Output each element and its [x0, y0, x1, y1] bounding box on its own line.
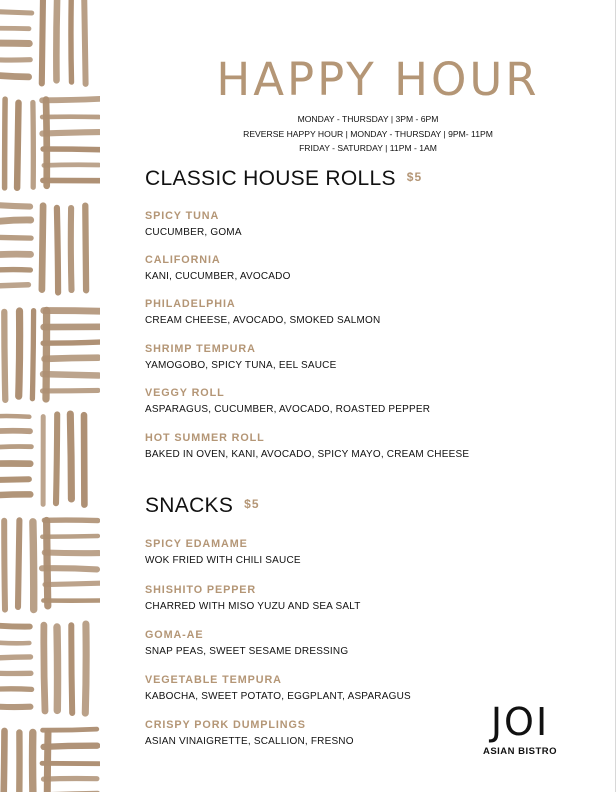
item-name: CALIFORNIA	[145, 254, 221, 266]
vertical-brush-stroke	[71, 0, 72, 82]
item-description: YAMOGOBO, SPICY TUNA, EEL SAUCE	[145, 360, 337, 371]
item-description: ASIAN VINAIGRETTE, SCALLION, FRESNO	[145, 736, 354, 747]
vertical-brush-stroke	[70, 414, 71, 499]
vertical-brush-stroke	[18, 520, 19, 607]
horizontal-brush-stroke	[0, 28, 29, 29]
vertical-brush-stroke	[5, 99, 6, 188]
hours-line-weekday: MONDAY - THURSDAY | 3PM - 6PM	[297, 114, 439, 124]
item-name: VEGETABLE TEMPURA	[145, 674, 282, 686]
hours-line-reverse: REVERSE HAPPY HOUR | MONDAY - THURSDAY | 9PM- 11PM	[243, 128, 493, 139]
horizontal-brush-stroke	[44, 165, 99, 166]
horizontal-brush-stroke	[42, 536, 98, 537]
horizontal-brush-stroke	[0, 494, 30, 495]
logo-wordmark: JOI	[490, 700, 550, 744]
horizontal-brush-stroke	[42, 132, 99, 134]
item-name: SHRIMP TEMPURA	[145, 343, 256, 355]
vertical-brush-stroke	[46, 310, 47, 399]
vertical-brush-stroke	[56, 0, 57, 80]
item-name: HOT SUMMER ROLL	[145, 432, 265, 444]
brand-logo	[470, 700, 570, 757]
horizontal-brush-stroke	[45, 583, 100, 584]
horizontal-brush-stroke	[0, 479, 29, 480]
horizontal-brush-stroke	[43, 342, 99, 343]
horizontal-brush-stroke	[0, 285, 28, 286]
horizontal-brush-stroke	[0, 446, 31, 447]
section-title: CLASSIC HOUSE ROLLS	[145, 167, 396, 190]
section-title: SNACKS	[145, 494, 234, 517]
horizontal-brush-stroke	[0, 76, 29, 77]
item-description: KANI, CUCUMBER, AVOCADO	[145, 271, 291, 282]
item-description: CHARRED WITH MISO YUZU AND SEA SALT	[145, 601, 361, 612]
horizontal-brush-stroke	[0, 220, 31, 221]
vertical-brush-stroke	[71, 208, 72, 290]
item-name: SPICY EDAMAME	[145, 538, 248, 550]
menu-item	[145, 673, 411, 704]
vertical-brush-stroke	[17, 103, 18, 188]
menu-item	[145, 583, 361, 614]
vertical-brush-stroke	[19, 311, 20, 396]
horizontal-brush-stroke	[42, 99, 100, 100]
horizontal-brush-stroke	[44, 520, 97, 521]
menu-item	[145, 718, 354, 749]
item-name: GOMA-AE	[145, 629, 204, 641]
horizontal-brush-stroke	[0, 689, 32, 690]
hours-line-weekend: FRIDAY - SATURDAY | 11PM - 1AM	[299, 143, 437, 153]
section-header-snacks	[145, 494, 260, 518]
horizontal-brush-stroke	[44, 778, 97, 779]
menu-item	[145, 253, 291, 284]
vertical-brush-stroke	[32, 311, 33, 399]
item-name: SPICY TUNA	[145, 210, 220, 222]
horizontal-brush-stroke	[45, 553, 99, 554]
horizontal-brush-stroke	[0, 237, 31, 238]
item-description: CREAM CHEESE, AVOCADO, SMOKED SALMON	[145, 315, 381, 326]
vertical-brush-stroke	[3, 731, 4, 792]
item-name: PHILADELPHIA	[145, 298, 236, 310]
vertical-brush-stroke	[84, 0, 85, 84]
item-name: SHISHITO PEPPER	[145, 584, 257, 596]
horizontal-brush-stroke	[0, 657, 31, 658]
menu-item	[145, 209, 242, 240]
item-description: ASPARAGUS, CUCUMBER, AVOCADO, ROASTED PEPPER	[145, 404, 431, 415]
item-name: CRISPY PORK DUMPLINGS	[145, 719, 306, 731]
vertical-brush-stroke	[33, 522, 34, 610]
menu-item	[145, 342, 336, 373]
horizontal-brush-stroke	[44, 746, 98, 747]
vertical-brush-stroke	[42, 206, 43, 290]
horizontal-brush-stroke	[0, 205, 30, 207]
horizontal-brush-stroke	[42, 568, 97, 569]
section-price: $5	[406, 170, 423, 184]
vertical-brush-stroke	[4, 312, 5, 400]
item-description: SNAP PEAS, SWEET SESAME DRESSING	[145, 646, 349, 657]
horizontal-brush-stroke	[0, 626, 30, 627]
vertical-brush-stroke	[4, 521, 5, 610]
vertical-brush-stroke	[85, 624, 86, 713]
item-description: WOK FRIED WITH CHILI SAUCE	[145, 555, 301, 566]
menu-item	[145, 431, 469, 462]
vertical-brush-stroke	[57, 208, 58, 293]
brush-stroke-pattern	[0, 0, 100, 792]
logo-subtitle: ASIAN BISTRO	[482, 746, 558, 757]
menu-item	[145, 386, 430, 417]
vertical-brush-stroke	[56, 414, 57, 503]
horizontal-brush-stroke	[0, 643, 29, 644]
menu-item	[145, 628, 348, 659]
horizontal-brush-stroke	[43, 390, 99, 391]
menu-item	[145, 297, 380, 328]
vertical-brush-stroke	[42, 0, 43, 84]
horizontal-brush-stroke	[43, 374, 99, 375]
page-title: HAPPY HOUR	[216, 53, 540, 106]
vertical-brush-stroke	[46, 100, 47, 186]
vertical-brush-stroke	[47, 521, 48, 606]
horizontal-brush-stroke	[43, 149, 100, 150]
section-price: $5	[244, 497, 260, 511]
vertical-brush-stroke	[71, 625, 72, 713]
item-description: KABOCHA, SWEET POTATO, EGGPLANT, ASPARAGUS	[145, 691, 411, 702]
vertical-brush-stroke	[85, 206, 86, 291]
horizontal-brush-stroke	[0, 416, 29, 417]
horizontal-brush-stroke	[44, 311, 100, 312]
item-description: BAKED IN OVEN, KANI, AVOCADO, SPICY MAYO, CREAM CHEESE	[145, 449, 470, 460]
vertical-brush-stroke	[33, 733, 34, 792]
section-header-rolls	[145, 167, 422, 191]
item-name: VEGGY ROLL	[145, 387, 225, 399]
horizontal-brush-stroke	[45, 358, 99, 359]
hours-block	[150, 112, 586, 156]
menu-item	[145, 537, 301, 568]
horizontal-brush-stroke	[0, 12, 32, 13]
horizontal-brush-stroke	[0, 254, 31, 255]
vertical-brush-stroke	[44, 625, 45, 711]
item-description: CUCUMBER, GOMA	[145, 227, 242, 238]
vertical-brush-stroke	[57, 627, 58, 710]
horizontal-brush-stroke	[43, 729, 97, 730]
